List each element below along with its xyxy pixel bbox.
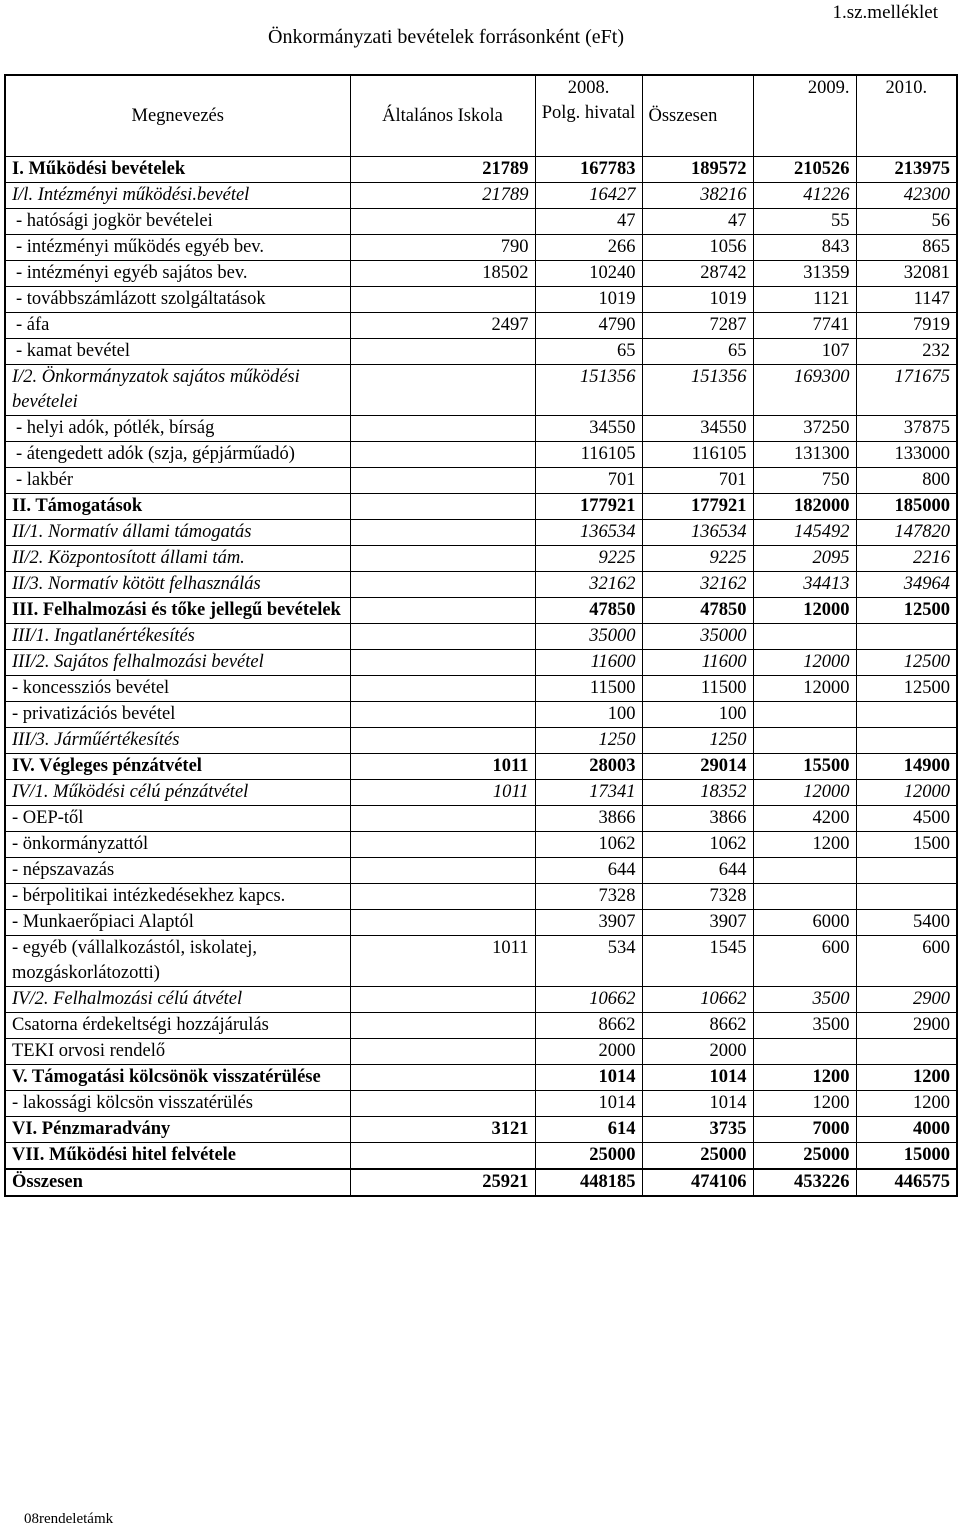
row-label: Csatorna érdekeltségi hozzájárulás [5,1013,350,1039]
cell-y2010: 600 [856,936,957,987]
cell-school [350,858,535,884]
cell-school [350,468,535,494]
row-label: - bérpolitikai intézkedésekhez kapcs. [5,884,350,910]
table-row [5,624,957,650]
cell-y2010: 800 [856,468,957,494]
cell-y2009: 41226 [753,183,856,209]
cell-office: 1062 [535,832,642,858]
cell-total: 474106 [642,1169,753,1196]
row-label: IV. Végleges pénzátvétel [5,754,350,780]
cell-office: 28003 [535,754,642,780]
cell-office: 16427 [535,183,642,209]
col-header-2009 [753,75,856,157]
cell-total: 177921 [642,494,753,520]
cell-y2010 [856,728,957,754]
cell-total: 1545 [642,936,753,987]
cell-school [350,832,535,858]
cell-office: 1019 [535,287,642,313]
cell-y2009: 12000 [753,676,856,702]
cell-y2010: 4500 [856,806,957,832]
cell-y2010: 2216 [856,546,957,572]
row-label: III/2. Sajátos felhalmozási bevétel [5,650,350,676]
cell-y2010: 1200 [856,1091,957,1117]
col-header-office [535,75,642,157]
table-row [5,884,957,910]
table-row [5,520,957,546]
cell-school [350,884,535,910]
table-row [5,832,957,858]
row-label: TEKI orvosi rendelő [5,1039,350,1065]
cell-school [350,598,535,624]
cell-y2010: 42300 [856,183,957,209]
cell-office: 1014 [535,1065,642,1091]
cell-school [350,1143,535,1170]
row-label: - intézményi egyéb sajátos bev. [5,261,350,287]
cell-school [350,1091,535,1117]
table-row [5,987,957,1013]
cell-total: 47850 [642,598,753,624]
cell-office: 136534 [535,520,642,546]
table-row [5,1013,957,1039]
table-row [5,1039,957,1065]
cell-school: 21789 [350,157,535,183]
table-row [5,910,957,936]
cell-office: 644 [535,858,642,884]
row-label: III. Felhalmozási és tőke jellegű bevételek [5,598,350,624]
cell-y2009 [753,624,856,650]
cell-office: 614 [535,1117,642,1143]
cell-y2010: 446575 [856,1169,957,1196]
col-header-name [5,75,350,157]
table-row [5,287,957,313]
cell-office: 47 [535,209,642,235]
cell-office: 11600 [535,650,642,676]
cell-office: 701 [535,468,642,494]
cell-school [350,650,535,676]
col-header-total-label: Összesen [648,106,718,126]
cell-school: 18502 [350,261,535,287]
table-row [5,209,957,235]
cell-y2010: 213975 [856,157,957,183]
cell-y2010: 171675 [856,365,957,416]
table-row [5,157,957,183]
cell-office: 151356 [535,365,642,416]
col-header-2010 [856,75,957,157]
col-header-2010-label: 2010. [885,78,928,98]
cell-y2010 [856,884,957,910]
cell-total: 1250 [642,728,753,754]
row-label: I. Működési bevételek [5,157,350,183]
cell-y2009: 3500 [753,1013,856,1039]
row-label: V. Támogatási kölcsönök visszatérülése [5,1065,350,1091]
row-label: Összesen [5,1169,350,1196]
table-row [5,235,957,261]
cell-office: 4790 [535,313,642,339]
table-row [5,572,957,598]
cell-y2010: 32081 [856,261,957,287]
cell-y2009: 34413 [753,572,856,598]
table-row [5,261,957,287]
cell-y2009: 131300 [753,442,856,468]
cell-total: 100 [642,702,753,728]
cell-office: 116105 [535,442,642,468]
cell-y2009: 2095 [753,546,856,572]
cell-total: 7287 [642,313,753,339]
row-label: - helyi adók, pótlék, bírság [5,416,350,442]
page-title: Önkormányzati bevételek forrásonként (eFt) [268,26,624,48]
cell-total: 28742 [642,261,753,287]
row-label: III/3. Járműértékesítés [5,728,350,754]
cell-y2010: 2900 [856,987,957,1013]
cell-y2009 [753,858,856,884]
cell-school [350,546,535,572]
col-header-2009-label: 2009. [807,78,850,98]
table-header-row [5,75,957,157]
cell-y2010: 15000 [856,1143,957,1170]
cell-office: 9225 [535,546,642,572]
cell-total: 116105 [642,442,753,468]
cell-school [350,442,535,468]
cell-y2009: 7000 [753,1117,856,1143]
row-label: - átengedett adók (szja, gépjárműadó) [5,442,350,468]
cell-total: 32162 [642,572,753,598]
cell-y2009: 107 [753,339,856,365]
table-row [5,442,957,468]
cell-total: 25000 [642,1143,753,1170]
cell-office: 10240 [535,261,642,287]
cell-school [350,987,535,1013]
cell-y2009: 55 [753,209,856,235]
cell-total: 35000 [642,624,753,650]
cell-school [350,287,535,313]
cell-office: 167783 [535,157,642,183]
cell-y2010: 147820 [856,520,957,546]
cell-y2009: 145492 [753,520,856,546]
row-label: - önkormányzattól [5,832,350,858]
row-label: - privatizációs bevétel [5,702,350,728]
row-label: - intézményi működés egyéb bev. [5,235,350,261]
cell-school [350,624,535,650]
cell-school: 1011 [350,754,535,780]
cell-office: 17341 [535,780,642,806]
cell-school [350,339,535,365]
cell-total: 3866 [642,806,753,832]
col-header-school [350,75,535,157]
cell-office: 534 [535,936,642,987]
cell-school: 25921 [350,1169,535,1196]
row-label: IV/1. Működési célú pénzátvétel [5,780,350,806]
cell-total: 8662 [642,1013,753,1039]
row-label: - koncessziós bevétel [5,676,350,702]
cell-school [350,728,535,754]
cell-school: 3121 [350,1117,535,1143]
cell-y2010: 37875 [856,416,957,442]
col-header-office-label: Polg. hivatal [541,103,636,123]
cell-y2010: 2900 [856,1013,957,1039]
cell-office: 3866 [535,806,642,832]
cell-total: 18352 [642,780,753,806]
cell-y2010: 12000 [856,780,957,806]
cell-y2009: 210526 [753,157,856,183]
cell-y2010: 232 [856,339,957,365]
table-row [5,494,957,520]
table-row [5,1117,957,1143]
cell-office: 7328 [535,884,642,910]
row-label: II. Támogatások [5,494,350,520]
cell-office: 177921 [535,494,642,520]
cell-y2010: 34964 [856,572,957,598]
table-row [5,1065,957,1091]
cell-office: 11500 [535,676,642,702]
cell-y2009: 7741 [753,313,856,339]
cell-total: 29014 [642,754,753,780]
cell-total: 1062 [642,832,753,858]
row-label: - lakossági kölcsön visszatérülés [5,1091,350,1117]
cell-y2009: 15500 [753,754,856,780]
cell-total: 34550 [642,416,753,442]
cell-y2009: 12000 [753,598,856,624]
cell-y2009: 1200 [753,832,856,858]
cell-office: 32162 [535,572,642,598]
cell-y2010 [856,702,957,728]
row-label: VI. Pénzmaradvány [5,1117,350,1143]
cell-school [350,494,535,520]
cell-y2009: 453226 [753,1169,856,1196]
cell-y2009: 25000 [753,1143,856,1170]
cell-office: 1014 [535,1091,642,1117]
cell-school [350,209,535,235]
col-header-school-label: Általános Iskola [382,106,503,126]
cell-office: 8662 [535,1013,642,1039]
table-row [5,780,957,806]
cell-office: 1250 [535,728,642,754]
cell-total: 644 [642,858,753,884]
revenue-table-body [5,75,957,1196]
cell-total: 47 [642,209,753,235]
cell-y2010: 7919 [856,313,957,339]
table-row [5,858,957,884]
cell-y2010 [856,858,957,884]
cell-school [350,676,535,702]
cell-total: 11600 [642,650,753,676]
cell-total: 10662 [642,987,753,1013]
cell-y2009 [753,728,856,754]
cell-total: 7328 [642,884,753,910]
row-label: - áfa [5,313,350,339]
footer-label: 08rendeletámk [24,1511,114,1527]
table-row [5,546,957,572]
cell-school [350,1013,535,1039]
cell-y2009: 182000 [753,494,856,520]
cell-y2010: 185000 [856,494,957,520]
table-row [5,650,957,676]
cell-y2009: 750 [753,468,856,494]
cell-total: 1014 [642,1091,753,1117]
cell-total: 1014 [642,1065,753,1091]
cell-office: 47850 [535,598,642,624]
cell-school [350,1065,535,1091]
table-row [5,1143,957,1170]
cell-school [350,572,535,598]
row-label: - továbbszámlázott szolgáltatások [5,287,350,313]
cell-office: 34550 [535,416,642,442]
row-label: - hatósági jogkör bevételei [5,209,350,235]
cell-total: 3735 [642,1117,753,1143]
cell-office: 65 [535,339,642,365]
cell-school: 21789 [350,183,535,209]
cell-school [350,1039,535,1065]
cell-total: 189572 [642,157,753,183]
cell-office: 266 [535,235,642,261]
row-label: - lakbér [5,468,350,494]
table-row [5,806,957,832]
cell-school: 1011 [350,780,535,806]
cell-y2010: 865 [856,235,957,261]
cell-total: 3907 [642,910,753,936]
cell-y2009 [753,702,856,728]
row-label: II/2. Központosított állami tám. [5,546,350,572]
cell-y2009 [753,1039,856,1065]
row-label: - egyéb (vállalkozástól, iskolatej, mozgáskorlátozotti) [5,936,350,987]
cell-y2010: 1200 [856,1065,957,1091]
cell-office: 2000 [535,1039,642,1065]
cell-total: 38216 [642,183,753,209]
col-header-name-label: Megnevezés [131,106,224,126]
cell-school: 790 [350,235,535,261]
cell-y2009: 169300 [753,365,856,416]
cell-y2010: 14900 [856,754,957,780]
cell-y2010 [856,624,957,650]
cell-y2009: 1121 [753,287,856,313]
row-label: III/1. Ingatlanértékesítés [5,624,350,650]
cell-total: 11500 [642,676,753,702]
cell-total: 1019 [642,287,753,313]
cell-y2009: 31359 [753,261,856,287]
row-label: II/3. Normatív kötött felhasználás [5,572,350,598]
cell-y2010: 56 [856,209,957,235]
cell-y2009: 843 [753,235,856,261]
cell-total: 65 [642,339,753,365]
cell-y2010: 12500 [856,676,957,702]
cell-school: 1011 [350,936,535,987]
cell-y2010: 133000 [856,442,957,468]
table-row [5,365,957,416]
table-row [5,1169,957,1196]
cell-school [350,416,535,442]
row-label: II/1. Normatív állami támogatás [5,520,350,546]
table-row [5,728,957,754]
cell-y2009: 600 [753,936,856,987]
row-label: - Munkaerőpiaci Alaptól [5,910,350,936]
cell-y2009: 1200 [753,1065,856,1091]
cell-office: 10662 [535,987,642,1013]
cell-total: 2000 [642,1039,753,1065]
table-row [5,313,957,339]
row-label: - népszavazás [5,858,350,884]
cell-school [350,702,535,728]
cell-y2009: 6000 [753,910,856,936]
cell-y2009: 4200 [753,806,856,832]
revenue-table [4,74,958,1197]
cell-y2009 [753,884,856,910]
cell-y2010: 1147 [856,287,957,313]
cell-y2009: 3500 [753,987,856,1013]
annex-label: 1.sz.melléklet [832,2,938,23]
table-row [5,754,957,780]
cell-y2009: 37250 [753,416,856,442]
cell-total: 1056 [642,235,753,261]
cell-y2010: 12500 [856,650,957,676]
row-label: - kamat bevétel [5,339,350,365]
table-row [5,1091,957,1117]
cell-school [350,806,535,832]
table-row [5,598,957,624]
cell-y2010: 12500 [856,598,957,624]
cell-total: 136534 [642,520,753,546]
cell-y2010: 1500 [856,832,957,858]
table-row [5,183,957,209]
cell-total: 701 [642,468,753,494]
cell-y2009: 12000 [753,650,856,676]
table-row [5,702,957,728]
cell-office: 3907 [535,910,642,936]
cell-office: 448185 [535,1169,642,1196]
cell-office: 100 [535,702,642,728]
col-header-total [642,75,753,157]
cell-y2010 [856,1039,957,1065]
table-row [5,339,957,365]
cell-y2010: 4000 [856,1117,957,1143]
cell-total: 151356 [642,365,753,416]
table-row [5,468,957,494]
cell-school [350,365,535,416]
row-label: VII. Működési hitel felvétele [5,1143,350,1170]
row-label: - OEP-től [5,806,350,832]
cell-total: 9225 [642,546,753,572]
row-label: I/2. Önkormányzatok sajátos működési bevételei [5,365,350,416]
cell-school [350,910,535,936]
cell-school [350,520,535,546]
cell-office: 25000 [535,1143,642,1170]
cell-office: 35000 [535,624,642,650]
table-row [5,676,957,702]
row-label: I/l. Intézményi működési.bevétel [5,183,350,209]
row-label: IV/2. Felhalmozási célú átvétel [5,987,350,1013]
cell-school: 2497 [350,313,535,339]
table-row [5,416,957,442]
cell-y2009: 1200 [753,1091,856,1117]
col-header-2008: 2008. [567,78,610,98]
cell-y2010: 5400 [856,910,957,936]
table-row [5,936,957,987]
cell-y2009: 12000 [753,780,856,806]
